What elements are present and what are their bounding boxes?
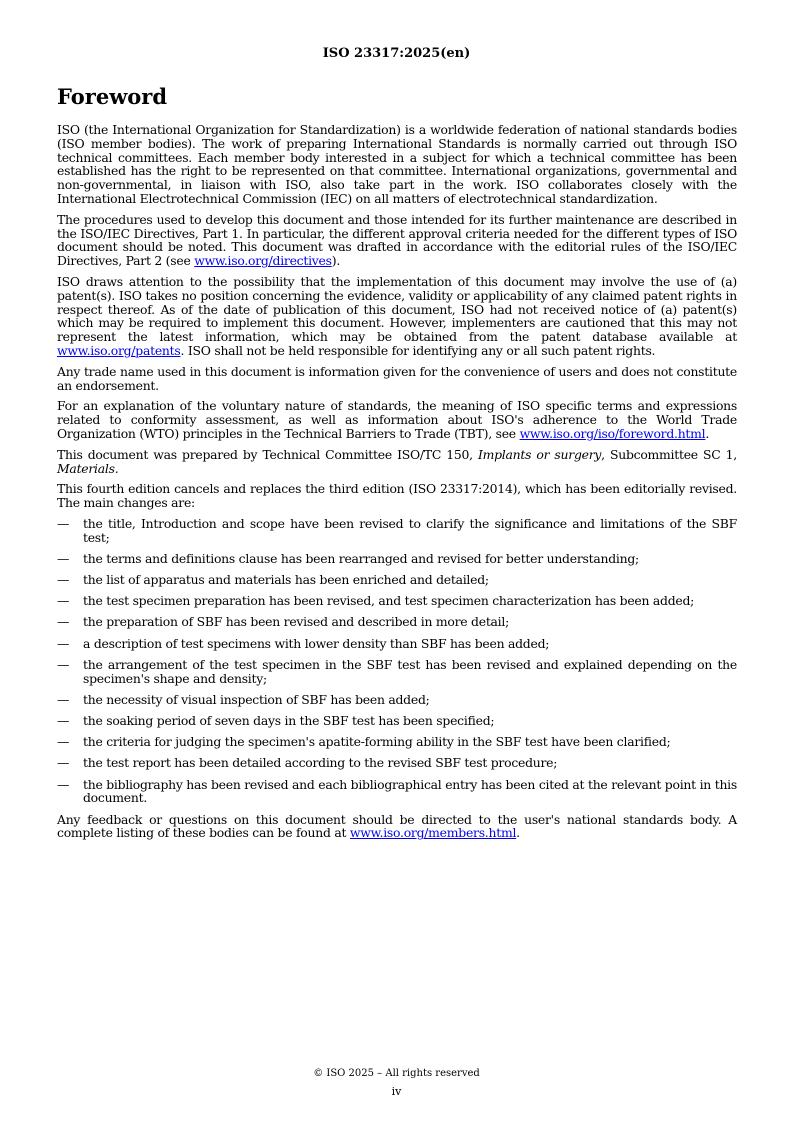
dash-marker: — [57, 614, 70, 630]
list-item-text: the test specimen preparation has been revised, and test specimen characterization has been added; [83, 593, 695, 609]
page-title: Foreword [57, 84, 168, 109]
list-item-text: the necessity of visual inspection of SBF has been added; [83, 691, 430, 707]
dash-marker: — [57, 656, 70, 672]
list-item-text: the arrangement of the test specimen in the SBF test has been revised and explained depending on the specimen's shape and density; [83, 656, 737, 686]
list-item-text: the criteria for judging the specimen's apatite-forming ability in the SBF test have been clarified; [83, 734, 671, 750]
paragraph-feedback [57, 813, 737, 841]
dash-marker: — [57, 755, 70, 771]
paragraph-text-mid: , Subcommittee SC 1, [601, 446, 737, 462]
committee-name: Implants or surgery [477, 446, 602, 462]
list-item [57, 552, 737, 566]
list-item-text: the bibliography has been revised and each bibliographical entry has been cited at the relevant point in this document. [83, 776, 737, 806]
list-item-text: the preparation of SBF has been revised and described in more detail; [83, 614, 510, 630]
dash-marker: — [57, 593, 70, 609]
list-item [57, 637, 737, 651]
subcommittee-name: Materials. [57, 460, 119, 476]
foreword-link[interactable]: www.iso.org/iso/foreword.html [519, 425, 706, 441]
list-item-text: a description of test specimens with lower density than SBF has been added; [83, 635, 550, 651]
dash-marker: — [57, 713, 70, 729]
directives-link[interactable]: www.iso.org/directives [194, 253, 332, 269]
paragraph-voluntary-nature [57, 399, 737, 440]
paragraph-procedures [57, 213, 737, 268]
paragraph-trade-name: Any trade name used in this document is information given for the convenience of users and does not constitute an endorsement. [57, 363, 737, 393]
list-item-text: the terms and definitions clause has been rearranged and revised for better understanding; [83, 550, 639, 566]
dash-marker: — [57, 635, 70, 651]
document-id-header: ISO 23317:2025(en) [322, 46, 471, 61]
list-item [57, 517, 737, 545]
paragraph-text: The procedures used to develop this document and those intended for its further maintenance are described in the ISO/IEC Directives, Part 1. In particular, the different approval criteria needed for the different types of ISO document should be noted. This document was drafted in accordance with the editorial rules of the ISO/IEC Directives, Part 2 (see [57, 211, 737, 269]
dash-marker: — [57, 572, 70, 588]
list-item-text: the test report has been detailed according to the revised SBF test procedure; [83, 755, 558, 771]
paragraph-text-end: . ISO shall not be held responsible for identifying any or all such patent rights. [180, 342, 656, 358]
list-item [57, 693, 737, 707]
changes-list [57, 517, 737, 805]
foreword-content [57, 84, 737, 847]
paragraph-text: Any feedback or questions on this document should be directed to the user's national standards body. A complete listing of these bodies can be found at [57, 811, 737, 841]
dash-marker: — [57, 515, 70, 531]
paragraph-patents [57, 275, 737, 358]
paragraph-text-end: ). [331, 253, 341, 269]
members-link[interactable]: www.iso.org/members.html [349, 825, 517, 841]
list-item [57, 573, 737, 587]
list-item [57, 778, 737, 806]
paragraph-text: For an explanation of the voluntary nature of standards, the meaning of ISO specific terms and expressions related to conformity assessment, as well as information about ISO's adherence to the World Trade Organization (WTO) principles in the Technical Barriers to Trade (TBT), see [57, 398, 737, 441]
paragraph-text-end: . [516, 825, 520, 841]
list-item-text: the soaking period of seven days in the SBF test has been specified; [83, 713, 495, 729]
paragraph-text: ISO draws attention to the possibility that the implementation of this document may involve the use of (a) patent(s). ISO takes no position concerning the evidence, validity or applicability of any claimed patent rights in respect thereof. As of the date of publication of this document, ISO had not received notice of (a) patent(s) which may be required to implement this document. However, implementers are cautioned that this may not represent the latest information, which may be obtained from the patent database available at [57, 273, 737, 345]
list-item-text: the list of apparatus and materials has been enriched and detailed; [83, 572, 489, 588]
dash-marker: — [57, 734, 70, 750]
list-item [57, 756, 737, 770]
paragraph-edition: This fourth edition cancels and replaces the third edition (ISO 23317:2014), which has been editorially revised. The main changes are: [57, 481, 737, 511]
list-item [57, 714, 737, 728]
copyright-footer: © ISO 2025 – All rights reserved [313, 1068, 480, 1079]
dash-marker: — [57, 550, 70, 566]
page-number: iv [391, 1085, 402, 1098]
patents-link[interactable]: www.iso.org/patents [57, 342, 181, 358]
list-item [57, 594, 737, 608]
paragraph-text: This document was prepared by Technical Committee ISO/TC 150, [57, 446, 478, 462]
list-item [57, 615, 737, 629]
paragraph-iso-federation: ISO (the International Organization for Standardization) is a worldwide federation of national standards bodies (ISO member bodies). The work of preparing International Standards is normally carried out through ISO technical committees. Each member body interested in a subject for which a technical committee has been established has the right to be represented on that committee. International organizations, governmental and non-governmental, in liaison with ISO, also take part in the work. ISO collaborates closely with the International Electrotechnical Commission (IEC) on all matters of electrotechnical standardization. [57, 122, 737, 206]
paragraph-committee [57, 448, 737, 476]
list-item [57, 735, 737, 749]
list-item [57, 658, 737, 686]
dash-marker: — [57, 691, 70, 707]
dash-marker: — [57, 776, 70, 792]
paragraph-text-end: . [705, 425, 710, 441]
list-item-text: the title, Introduction and scope have been revised to clarify the significance and limitations of the SBF test; [83, 515, 737, 545]
